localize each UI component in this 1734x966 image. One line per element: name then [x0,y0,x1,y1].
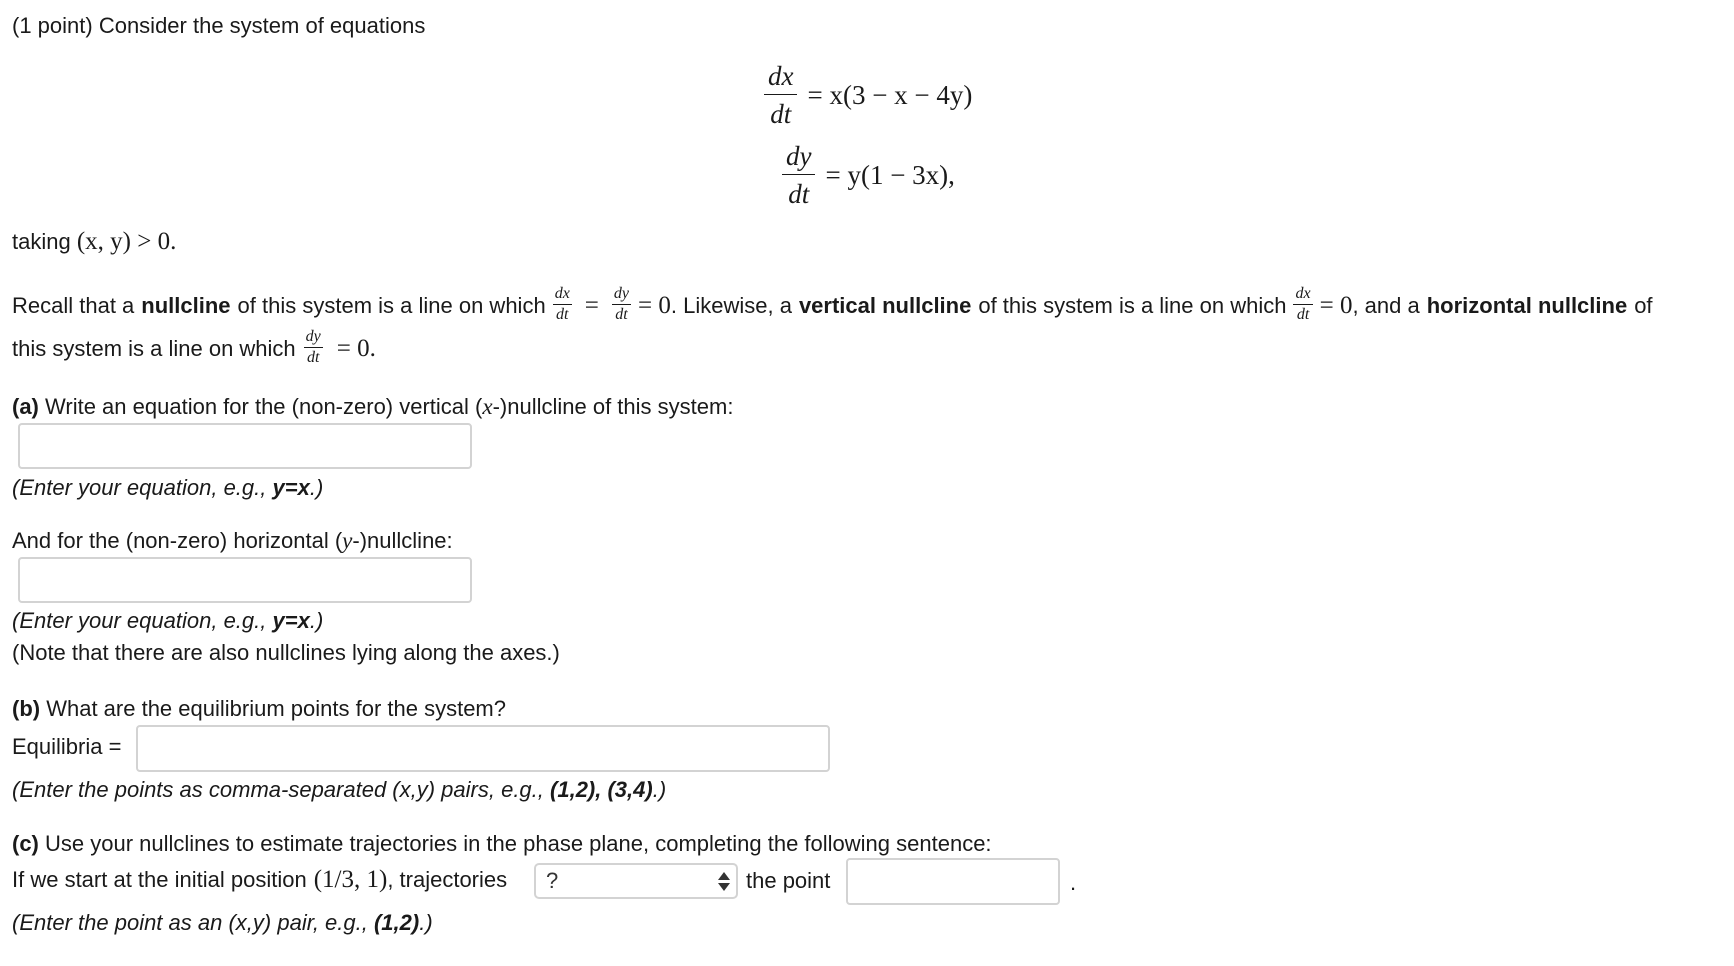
fraction-dy-dt: $\frac{dy}{dt}$ [782,142,815,209]
part-b-question: (b) What are the equilibrium points for the system? [12,696,506,721]
hint-equation-2: (Enter your equation, e.g., y=x.) [12,608,324,633]
part-a-question: (a) Write an equation for the (non-zero) vertical (x-)nullcline of this system: [12,394,734,419]
equation-rhs-1: = x(3 − x − 4y) [807,79,973,110]
fraction-dx-dt-small: $\frac{dx}{dt}$ [554,285,570,323]
recall-line-2: this system is a line on which $\frac{dy}{dt}$ = 0. [12,328,376,366]
equation-dxdt [764,62,972,129]
horizontal-nullcline-input[interactable] [18,557,472,603]
the-point-label: the point [746,868,831,893]
hint-point: (Enter the point as an (x,y) pair, e.g., (1,2).) [12,910,433,935]
fraction-dy-dt-small: $\frac{dy}{dt}$ [613,285,630,323]
hint-equation-1: (Enter your equation, e.g., y=x.) [12,475,324,500]
fraction-dx-dt: $\frac{dx}{dt}$ [764,62,797,129]
fraction-dx-dt-small-2: $\frac{dx}{dt}$ [1295,285,1311,323]
positivity-condition: (x, y) > 0. [76,228,177,255]
part-c-question: (c) Use your nullclines to estimate trajectories in the phase plane, completing the following sentence: [12,831,992,856]
term-nullcline: nullcline [141,292,231,318]
equilibria-label: Equilibria = [12,734,122,759]
initial-position: (1/3, 1) [313,866,388,893]
term-vertical-nullcline: vertical nullcline [798,292,972,318]
sentence-period: . [1070,870,1077,895]
part-c-sentence-start: If we start at the initial position (1/3, 1) , trajectories [12,866,508,893]
axes-note: (Note that there are also nullclines lying along the axes.) [12,640,560,665]
select-value: ? [546,868,559,893]
equation-dydt [782,142,955,209]
trajectory-direction-select[interactable] [534,863,738,899]
taking-line: taking (x, y) > 0. [12,228,177,255]
vertical-nullcline-input[interactable] [18,423,472,469]
problem-header: (1 point) Consider the system of equations [12,13,426,38]
fraction-dy-dt-small-2: $\frac{dy}{dt}$ [305,328,321,366]
horizontal-nullcline-question: And for the (non-zero) horizontal (y-)nullcline: [12,528,453,553]
recall-line-1: Recall that a nullcline of this system is a line on which $\frac{dx}{dt}$ = $\frac{dy}{dt}$ = 0 . Likewise, a vertical nullcline of this system is a line on which $\frac{dx}{dt}$ = 0 , and a horizontal nullcline of [12,285,1653,323]
equation-rhs-2: = y(1 − 3x), [825,159,955,190]
hint-equilibria: (Enter the points as comma-separated (x,y) pairs, e.g., (1,2), (3,4).) [12,777,667,802]
select-arrows-icon [718,872,730,891]
equilibria-input[interactable] [136,725,830,772]
term-horizontal-nullcline: horizontal nullcline [1426,292,1628,318]
target-point-input[interactable] [846,858,1060,905]
